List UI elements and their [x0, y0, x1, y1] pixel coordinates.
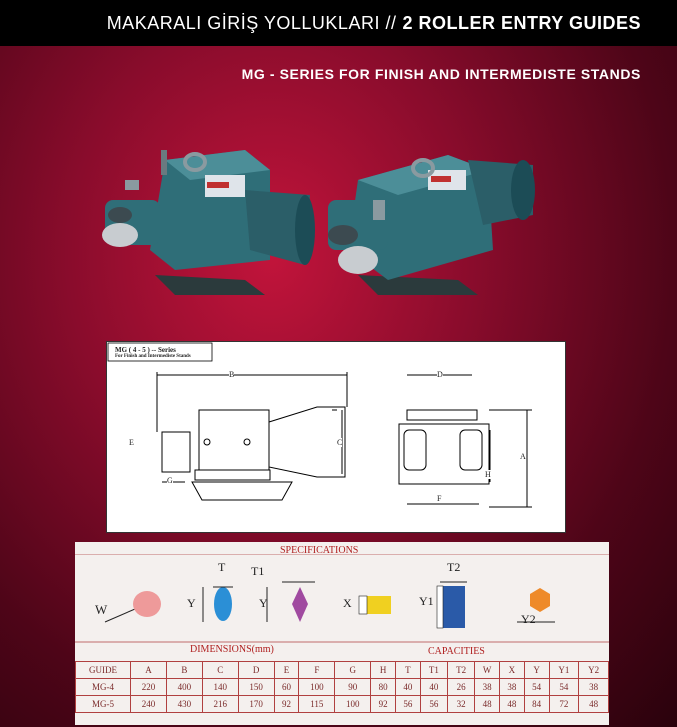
table-cell: 430 — [166, 696, 202, 713]
table-cell: 140 — [202, 679, 238, 696]
shape-label-y-diamond: Y — [259, 596, 268, 610]
table-cell: 100 — [299, 679, 335, 696]
capacities-header: CAPACITIES — [428, 646, 485, 657]
shape-label-x: X — [343, 596, 352, 610]
table-cell: 56 — [420, 696, 447, 713]
specifications-title: SPECIFICATIONS — [280, 545, 359, 556]
table-header-cell: A — [131, 662, 167, 679]
table-cell: 32 — [447, 696, 474, 713]
table-header-row — [76, 662, 609, 679]
dim-label-g: G — [167, 476, 173, 485]
table-cell: 150 — [238, 679, 274, 696]
table-cell: 48 — [579, 696, 609, 713]
table-cell: 26 — [447, 679, 474, 696]
table-cell: 90 — [335, 679, 371, 696]
table-row — [76, 696, 609, 713]
shape-label-y2: Y2 — [521, 612, 536, 626]
table-cell: 40 — [420, 679, 447, 696]
shape-label-y-roll: Y — [187, 596, 196, 610]
dim-label-h: H — [485, 470, 491, 479]
product-photo-left — [95, 140, 325, 300]
table-cell: 56 — [395, 696, 420, 713]
table-header-cell: T1 — [420, 662, 447, 679]
table-header-cell: X — [499, 662, 524, 679]
shape-label-t: T — [218, 560, 226, 574]
table-cell: 170 — [238, 696, 274, 713]
table-header-cell: C — [202, 662, 238, 679]
dimensions-header: DIMENSIONS(mm) — [190, 644, 274, 655]
table-header-cell: GUIDE — [76, 662, 131, 679]
header-bar — [0, 0, 677, 46]
table-header-cell: W — [475, 662, 500, 679]
table-header-cell: Y2 — [579, 662, 609, 679]
dim-label-c: C — [337, 438, 343, 447]
drawing-lines — [107, 342, 565, 532]
spec-shapes — [75, 554, 609, 654]
table-cell: 40 — [395, 679, 420, 696]
table-cell: 400 — [166, 679, 202, 696]
table-header-cell: G — [335, 662, 371, 679]
table-header-cell: T — [395, 662, 420, 679]
table-cell: 38 — [499, 679, 524, 696]
title-turkish: MAKARALI GİRİŞ YOLLUKLARI // — [106, 12, 397, 33]
shape-label-y1: Y1 — [419, 594, 434, 608]
dimensions-table — [75, 661, 609, 713]
table-header-cell: H — [371, 662, 396, 679]
shape-label-t2: T2 — [447, 560, 461, 574]
table-cell: 92 — [371, 696, 396, 713]
dim-label-a: A — [520, 452, 526, 461]
table-cell: MG-5 — [76, 696, 131, 713]
shape-label-t1: T1 — [251, 564, 265, 578]
table-header-cell: Y1 — [549, 662, 579, 679]
table-cell: 48 — [499, 696, 524, 713]
table-header-cell: D — [238, 662, 274, 679]
table-cell: 240 — [131, 696, 167, 713]
table-header-cell: F — [299, 662, 335, 679]
dim-label-f: F — [437, 494, 442, 503]
table-cell: 72 — [549, 696, 579, 713]
series-subtitle: MG - SERIES FOR FINISH AND INTERMEDISTE STANDS — [241, 66, 641, 82]
table-header-cell: Y — [524, 662, 549, 679]
table-cell: 54 — [524, 679, 549, 696]
table-cell: 220 — [131, 679, 167, 696]
table-cell: 216 — [202, 696, 238, 713]
table-header-cell: E — [274, 662, 299, 679]
table-cell: 80 — [371, 679, 396, 696]
table-header-cell: B — [166, 662, 202, 679]
table-cell: 92 — [274, 696, 299, 713]
dim-label-d: D — [437, 370, 443, 379]
table-cell: 60 — [274, 679, 299, 696]
table-cell: 38 — [475, 679, 500, 696]
table-header-cell: T2 — [447, 662, 474, 679]
dim-label-b: B — [229, 370, 235, 379]
table-cell: 54 — [549, 679, 579, 696]
table-cell: 84 — [524, 696, 549, 713]
product-photo-right — [318, 140, 548, 300]
technical-drawing — [106, 341, 566, 533]
table-cell: 100 — [335, 696, 371, 713]
table-cell: 115 — [299, 696, 335, 713]
drawing-title: MG ( 4 - 5 ) -- Series — [115, 346, 176, 354]
table-cell: 38 — [579, 679, 609, 696]
dim-label-e: E — [129, 438, 134, 447]
table-cell: MG-4 — [76, 679, 131, 696]
drawing-subtitle: For Finish and Intermediste Stands — [115, 354, 191, 359]
table-cell: 48 — [475, 696, 500, 713]
table-row — [76, 679, 609, 696]
shape-label-w: W — [95, 602, 108, 617]
title-english: 2 ROLLER ENTRY GUIDES — [402, 12, 641, 33]
